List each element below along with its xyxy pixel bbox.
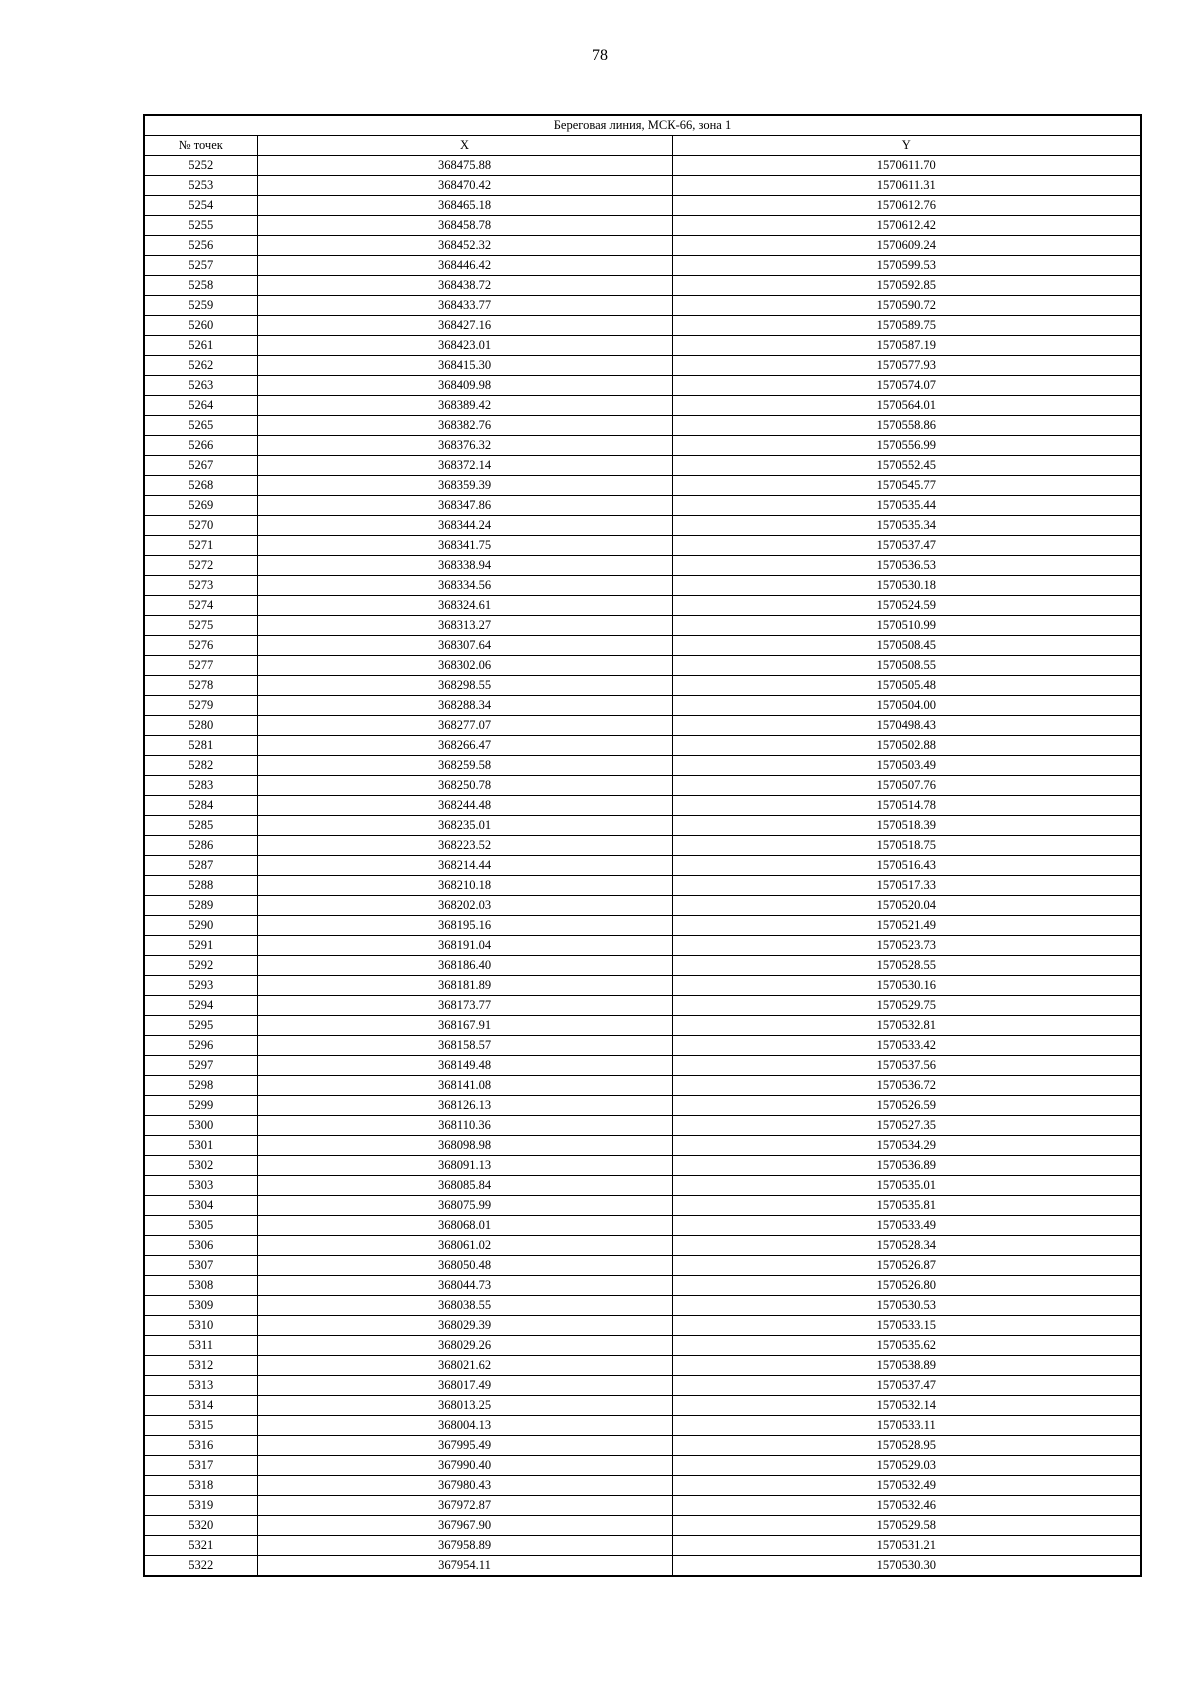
cell-y: 1570535.01 <box>672 1176 1141 1196</box>
cell-x: 368389.42 <box>257 396 672 416</box>
cell-y: 1570532.46 <box>672 1496 1141 1516</box>
table-row <box>144 316 1141 336</box>
cell-point-number: 5267 <box>144 456 257 476</box>
table-row <box>144 176 1141 196</box>
cell-y: 1570529.75 <box>672 996 1141 1016</box>
cell-x: 368344.24 <box>257 516 672 536</box>
cell-x: 367958.89 <box>257 1536 672 1556</box>
cell-y: 1570504.00 <box>672 696 1141 716</box>
cell-y: 1570529.58 <box>672 1516 1141 1536</box>
cell-point-number: 5307 <box>144 1256 257 1276</box>
cell-point-number: 5261 <box>144 336 257 356</box>
table-row <box>144 656 1141 676</box>
cell-y: 1570508.55 <box>672 656 1141 676</box>
table-row <box>144 876 1141 896</box>
table-row <box>144 436 1141 456</box>
cell-point-number: 5313 <box>144 1376 257 1396</box>
cell-x: 368475.88 <box>257 156 672 176</box>
cell-y: 1570510.99 <box>672 616 1141 636</box>
cell-y: 1570536.89 <box>672 1156 1141 1176</box>
table-row <box>144 1296 1141 1316</box>
table-row <box>144 1476 1141 1496</box>
table-row <box>144 216 1141 236</box>
cell-point-number: 5293 <box>144 976 257 996</box>
table-row <box>144 1036 1141 1056</box>
table-row <box>144 1136 1141 1156</box>
cell-x: 368050.48 <box>257 1256 672 1276</box>
cell-y: 1570545.77 <box>672 476 1141 496</box>
table-row <box>144 676 1141 696</box>
table-row <box>144 1456 1141 1476</box>
cell-x: 368307.64 <box>257 636 672 656</box>
cell-y: 1570533.15 <box>672 1316 1141 1336</box>
cell-y: 1570537.56 <box>672 1056 1141 1076</box>
table-title-row <box>144 115 1141 136</box>
cell-y: 1570526.59 <box>672 1096 1141 1116</box>
column-header-point-number: № точек <box>144 136 257 156</box>
cell-point-number: 5304 <box>144 1196 257 1216</box>
cell-point-number: 5312 <box>144 1356 257 1376</box>
cell-y: 1570521.49 <box>672 916 1141 936</box>
cell-point-number: 5321 <box>144 1536 257 1556</box>
cell-y: 1570530.16 <box>672 976 1141 996</box>
cell-point-number: 5301 <box>144 1136 257 1156</box>
cell-x: 368235.01 <box>257 816 672 836</box>
cell-x: 368446.42 <box>257 256 672 276</box>
cell-point-number: 5316 <box>144 1436 257 1456</box>
cell-point-number: 5259 <box>144 296 257 316</box>
cell-x: 368029.26 <box>257 1336 672 1356</box>
table-row <box>144 156 1141 176</box>
cell-point-number: 5288 <box>144 876 257 896</box>
cell-x: 368338.94 <box>257 556 672 576</box>
table-row <box>144 1216 1141 1236</box>
table-row <box>144 736 1141 756</box>
cell-y: 1570530.18 <box>672 576 1141 596</box>
cell-point-number: 5254 <box>144 196 257 216</box>
cell-y: 1570611.31 <box>672 176 1141 196</box>
cell-y: 1570528.95 <box>672 1436 1141 1456</box>
table-row <box>144 1156 1141 1176</box>
cell-point-number: 5311 <box>144 1336 257 1356</box>
cell-y: 1570528.34 <box>672 1236 1141 1256</box>
table-header-row <box>144 136 1141 156</box>
table-row <box>144 476 1141 496</box>
table-row <box>144 1316 1141 1336</box>
cell-x: 367954.11 <box>257 1556 672 1577</box>
cell-point-number: 5257 <box>144 256 257 276</box>
cell-y: 1570532.14 <box>672 1396 1141 1416</box>
cell-point-number: 5290 <box>144 916 257 936</box>
cell-x: 368452.32 <box>257 236 672 256</box>
cell-point-number: 5279 <box>144 696 257 716</box>
cell-y: 1570535.62 <box>672 1336 1141 1356</box>
table-row <box>144 396 1141 416</box>
cell-y: 1570599.53 <box>672 256 1141 276</box>
cell-point-number: 5283 <box>144 776 257 796</box>
table-row <box>144 816 1141 836</box>
cell-x: 368244.48 <box>257 796 672 816</box>
cell-y: 1570535.34 <box>672 516 1141 536</box>
cell-point-number: 5305 <box>144 1216 257 1236</box>
cell-x: 368409.98 <box>257 376 672 396</box>
cell-x: 368202.03 <box>257 896 672 916</box>
cell-y: 1570508.45 <box>672 636 1141 656</box>
cell-y: 1570536.72 <box>672 1076 1141 1096</box>
cell-point-number: 5295 <box>144 1016 257 1036</box>
cell-x: 368250.78 <box>257 776 672 796</box>
cell-y: 1570524.59 <box>672 596 1141 616</box>
cell-point-number: 5277 <box>144 656 257 676</box>
table-row <box>144 996 1141 1016</box>
table-row <box>144 716 1141 736</box>
cell-x: 368376.32 <box>257 436 672 456</box>
cell-point-number: 5275 <box>144 616 257 636</box>
table-row <box>144 596 1141 616</box>
cell-x: 368266.47 <box>257 736 672 756</box>
cell-x: 368313.27 <box>257 616 672 636</box>
cell-point-number: 5320 <box>144 1516 257 1536</box>
cell-x: 368110.36 <box>257 1116 672 1136</box>
cell-y: 1570611.70 <box>672 156 1141 176</box>
cell-point-number: 5284 <box>144 796 257 816</box>
cell-point-number: 5281 <box>144 736 257 756</box>
cell-point-number: 5270 <box>144 516 257 536</box>
cell-point-number: 5309 <box>144 1296 257 1316</box>
cell-y: 1570528.55 <box>672 956 1141 976</box>
cell-point-number: 5253 <box>144 176 257 196</box>
cell-y: 1570552.45 <box>672 456 1141 476</box>
cell-x: 368382.76 <box>257 416 672 436</box>
table-row <box>144 1496 1141 1516</box>
cell-x: 368181.89 <box>257 976 672 996</box>
cell-y: 1570535.44 <box>672 496 1141 516</box>
table-row <box>144 1016 1141 1036</box>
cell-x: 367995.49 <box>257 1436 672 1456</box>
cell-x: 368158.57 <box>257 1036 672 1056</box>
table-title: Береговая линия, МСК-66, зона 1 <box>144 115 1141 136</box>
cell-point-number: 5278 <box>144 676 257 696</box>
cell-y: 1570535.81 <box>672 1196 1141 1216</box>
table-row <box>144 1516 1141 1536</box>
cell-y: 1570558.86 <box>672 416 1141 436</box>
cell-x: 368438.72 <box>257 276 672 296</box>
cell-x: 368433.77 <box>257 296 672 316</box>
cell-x: 368126.13 <box>257 1096 672 1116</box>
table-row <box>144 696 1141 716</box>
cell-point-number: 5302 <box>144 1156 257 1176</box>
cell-y: 1570556.99 <box>672 436 1141 456</box>
table-row <box>144 1436 1141 1456</box>
table-row <box>144 196 1141 216</box>
cell-y: 1570503.49 <box>672 756 1141 776</box>
table-row <box>144 256 1141 276</box>
cell-point-number: 5317 <box>144 1456 257 1476</box>
cell-x: 368173.77 <box>257 996 672 1016</box>
table-row <box>144 836 1141 856</box>
table-row <box>144 1076 1141 1096</box>
table-row <box>144 416 1141 436</box>
cell-x: 368288.34 <box>257 696 672 716</box>
cell-y: 1570527.35 <box>672 1116 1141 1136</box>
cell-y: 1570534.29 <box>672 1136 1141 1156</box>
cell-x: 368223.52 <box>257 836 672 856</box>
cell-x: 368465.18 <box>257 196 672 216</box>
cell-point-number: 5285 <box>144 816 257 836</box>
cell-y: 1570518.75 <box>672 836 1141 856</box>
cell-point-number: 5276 <box>144 636 257 656</box>
cell-point-number: 5264 <box>144 396 257 416</box>
cell-y: 1570533.11 <box>672 1416 1141 1436</box>
cell-x: 368017.49 <box>257 1376 672 1396</box>
cell-y: 1570517.33 <box>672 876 1141 896</box>
cell-y: 1570590.72 <box>672 296 1141 316</box>
table-row <box>144 796 1141 816</box>
cell-y: 1570589.75 <box>672 316 1141 336</box>
cell-y: 1570520.04 <box>672 896 1141 916</box>
cell-y: 1570530.30 <box>672 1556 1141 1577</box>
table-row <box>144 1116 1141 1136</box>
cell-point-number: 5310 <box>144 1316 257 1336</box>
table-row <box>144 756 1141 776</box>
cell-x: 368068.01 <box>257 1216 672 1236</box>
cell-x: 367980.43 <box>257 1476 672 1496</box>
cell-point-number: 5286 <box>144 836 257 856</box>
cell-x: 368061.02 <box>257 1236 672 1256</box>
table-row <box>144 456 1141 476</box>
cell-point-number: 5262 <box>144 356 257 376</box>
cell-x: 368341.75 <box>257 536 672 556</box>
cell-x: 368195.16 <box>257 916 672 936</box>
cell-point-number: 5265 <box>144 416 257 436</box>
cell-y: 1570564.01 <box>672 396 1141 416</box>
cell-point-number: 5296 <box>144 1036 257 1056</box>
cell-point-number: 5314 <box>144 1396 257 1416</box>
cell-x: 368149.48 <box>257 1056 672 1076</box>
cell-y: 1570532.49 <box>672 1476 1141 1496</box>
cell-y: 1570507.76 <box>672 776 1141 796</box>
cell-x: 367972.87 <box>257 1496 672 1516</box>
table-row <box>144 1276 1141 1296</box>
column-header-x: X <box>257 136 672 156</box>
cell-x: 368277.07 <box>257 716 672 736</box>
table-row <box>144 956 1141 976</box>
cell-x: 368372.14 <box>257 456 672 476</box>
table-row <box>144 1556 1141 1577</box>
cell-y: 1570538.89 <box>672 1356 1141 1376</box>
cell-point-number: 5263 <box>144 376 257 396</box>
cell-point-number: 5322 <box>144 1556 257 1577</box>
cell-x: 368259.58 <box>257 756 672 776</box>
table-row <box>144 1256 1141 1276</box>
cell-y: 1570498.43 <box>672 716 1141 736</box>
table-row <box>144 356 1141 376</box>
table-row <box>144 336 1141 356</box>
table-row <box>144 636 1141 656</box>
table-row <box>144 616 1141 636</box>
table-row <box>144 1096 1141 1116</box>
table-row <box>144 1336 1141 1356</box>
cell-y: 1570502.88 <box>672 736 1141 756</box>
cell-point-number: 5287 <box>144 856 257 876</box>
cell-point-number: 5318 <box>144 1476 257 1496</box>
cell-x: 368021.62 <box>257 1356 672 1376</box>
cell-x: 368004.13 <box>257 1416 672 1436</box>
cell-x: 368091.13 <box>257 1156 672 1176</box>
cell-y: 1570526.87 <box>672 1256 1141 1276</box>
cell-point-number: 5268 <box>144 476 257 496</box>
table-row <box>144 936 1141 956</box>
cell-point-number: 5282 <box>144 756 257 776</box>
cell-point-number: 5266 <box>144 436 257 456</box>
table-row <box>144 496 1141 516</box>
cell-y: 1570530.53 <box>672 1296 1141 1316</box>
cell-point-number: 5272 <box>144 556 257 576</box>
cell-point-number: 5294 <box>144 996 257 1016</box>
cell-y: 1570587.19 <box>672 336 1141 356</box>
page-number: 78 <box>592 47 608 64</box>
cell-x: 368347.86 <box>257 496 672 516</box>
cell-x: 368038.55 <box>257 1296 672 1316</box>
cell-x: 368075.99 <box>257 1196 672 1216</box>
cell-x: 368098.98 <box>257 1136 672 1156</box>
cell-point-number: 5252 <box>144 156 257 176</box>
cell-x: 368167.91 <box>257 1016 672 1036</box>
table-row <box>144 916 1141 936</box>
cell-x: 368029.39 <box>257 1316 672 1336</box>
cell-point-number: 5269 <box>144 496 257 516</box>
table-row <box>144 1196 1141 1216</box>
cell-y: 1570609.24 <box>672 236 1141 256</box>
cell-x: 368302.06 <box>257 656 672 676</box>
cell-x: 368013.25 <box>257 1396 672 1416</box>
column-header-y: Y <box>672 136 1141 156</box>
cell-point-number: 5258 <box>144 276 257 296</box>
cell-y: 1570526.80 <box>672 1276 1141 1296</box>
cell-y: 1570523.73 <box>672 936 1141 956</box>
cell-point-number: 5308 <box>144 1276 257 1296</box>
table-body <box>144 156 1141 1577</box>
cell-x: 367990.40 <box>257 1456 672 1476</box>
cell-y: 1570518.39 <box>672 816 1141 836</box>
cell-y: 1570531.21 <box>672 1536 1141 1556</box>
cell-x: 368423.01 <box>257 336 672 356</box>
cell-y: 1570537.47 <box>672 536 1141 556</box>
cell-x: 368324.61 <box>257 596 672 616</box>
table-row <box>144 896 1141 916</box>
cell-point-number: 5297 <box>144 1056 257 1076</box>
cell-y: 1570529.03 <box>672 1456 1141 1476</box>
cell-point-number: 5274 <box>144 596 257 616</box>
table-row <box>144 1356 1141 1376</box>
cell-point-number: 5315 <box>144 1416 257 1436</box>
cell-y: 1570533.42 <box>672 1036 1141 1056</box>
cell-point-number: 5319 <box>144 1496 257 1516</box>
cell-y: 1570592.85 <box>672 276 1141 296</box>
table-row <box>144 296 1141 316</box>
cell-point-number: 5306 <box>144 1236 257 1256</box>
cell-y: 1570574.07 <box>672 376 1141 396</box>
cell-y: 1570505.48 <box>672 676 1141 696</box>
table-row <box>144 376 1141 396</box>
cell-y: 1570516.43 <box>672 856 1141 876</box>
cell-y: 1570532.81 <box>672 1016 1141 1036</box>
cell-point-number: 5291 <box>144 936 257 956</box>
table-row <box>144 1376 1141 1396</box>
cell-y: 1570514.78 <box>672 796 1141 816</box>
cell-x: 368214.44 <box>257 856 672 876</box>
cell-point-number: 5256 <box>144 236 257 256</box>
table-row <box>144 556 1141 576</box>
table-row <box>144 976 1141 996</box>
cell-point-number: 5303 <box>144 1176 257 1196</box>
cell-point-number: 5260 <box>144 316 257 336</box>
cell-point-number: 5292 <box>144 956 257 976</box>
table-row <box>144 536 1141 556</box>
cell-x: 368191.04 <box>257 936 672 956</box>
cell-x: 368470.42 <box>257 176 672 196</box>
cell-point-number: 5298 <box>144 1076 257 1096</box>
table-row <box>144 1396 1141 1416</box>
cell-x: 368141.08 <box>257 1076 672 1096</box>
coordinates-table <box>143 114 1142 1577</box>
cell-x: 368210.18 <box>257 876 672 896</box>
cell-x: 368427.16 <box>257 316 672 336</box>
table-row <box>144 276 1141 296</box>
cell-x: 368085.84 <box>257 1176 672 1196</box>
cell-x: 368298.55 <box>257 676 672 696</box>
cell-point-number: 5299 <box>144 1096 257 1116</box>
table-row <box>144 1176 1141 1196</box>
cell-x: 368415.30 <box>257 356 672 376</box>
cell-y: 1570537.47 <box>672 1376 1141 1396</box>
cell-x: 368044.73 <box>257 1276 672 1296</box>
cell-point-number: 5273 <box>144 576 257 596</box>
cell-point-number: 5300 <box>144 1116 257 1136</box>
cell-point-number: 5271 <box>144 536 257 556</box>
cell-x: 368186.40 <box>257 956 672 976</box>
cell-y: 1570577.93 <box>672 356 1141 376</box>
table-row <box>144 1416 1141 1436</box>
cell-y: 1570612.42 <box>672 216 1141 236</box>
table-row <box>144 576 1141 596</box>
cell-x: 367967.90 <box>257 1516 672 1536</box>
cell-y: 1570536.53 <box>672 556 1141 576</box>
table-row <box>144 776 1141 796</box>
table-row <box>144 516 1141 536</box>
table-row <box>144 1056 1141 1076</box>
cell-point-number: 5280 <box>144 716 257 736</box>
table-row <box>144 856 1141 876</box>
cell-y: 1570533.49 <box>672 1216 1141 1236</box>
cell-point-number: 5255 <box>144 216 257 236</box>
cell-y: 1570612.76 <box>672 196 1141 216</box>
cell-x: 368334.56 <box>257 576 672 596</box>
table-row <box>144 1236 1141 1256</box>
cell-x: 368359.39 <box>257 476 672 496</box>
table-row <box>144 1536 1141 1556</box>
table-row <box>144 236 1141 256</box>
cell-x: 368458.78 <box>257 216 672 236</box>
cell-point-number: 5289 <box>144 896 257 916</box>
